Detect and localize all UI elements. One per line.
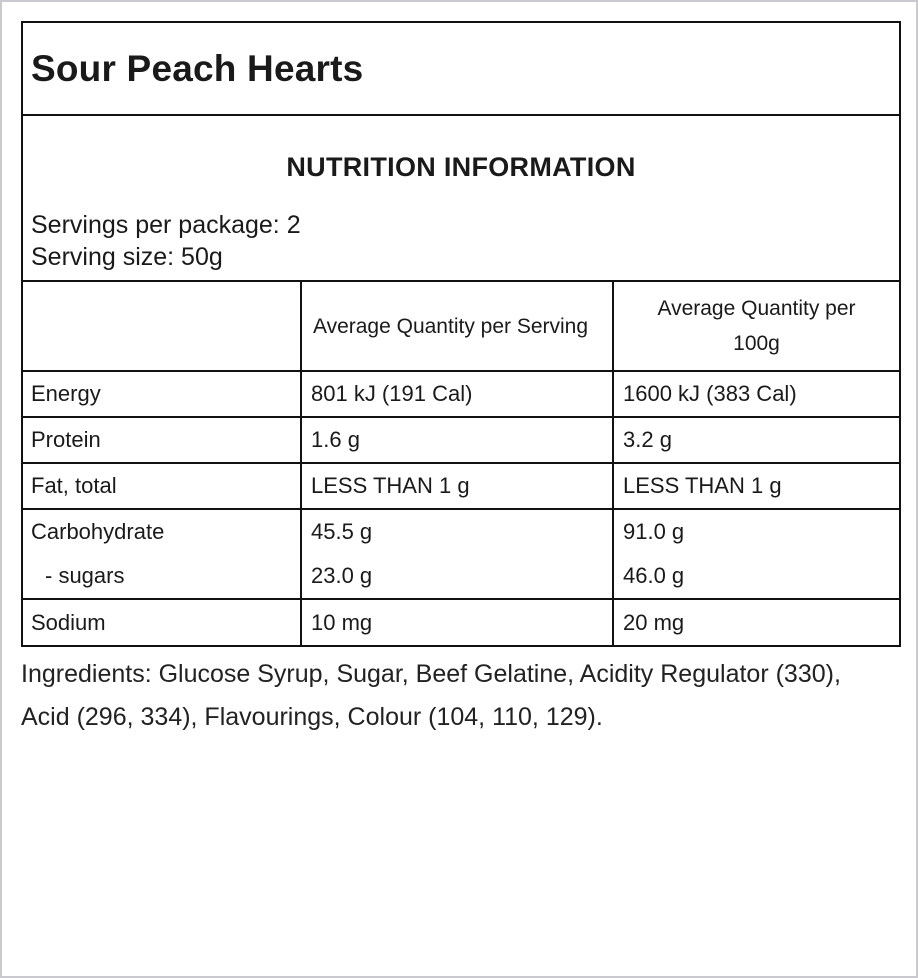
header-per-serving: Average Quantity per Serving xyxy=(301,282,613,371)
table-row-sodium xyxy=(23,599,899,645)
per-100g-value: 3.2 g xyxy=(613,417,899,463)
per-100g-value: 91.0 g xyxy=(623,519,685,544)
table-row-fat xyxy=(23,463,899,509)
product-title: Sour Peach Hearts xyxy=(23,23,899,116)
per-100g-value: 46.0 g xyxy=(623,563,685,588)
nutrition-info-header xyxy=(23,116,899,282)
per-serving-value: LESS THAN 1 g xyxy=(301,463,613,509)
nutrition-panel xyxy=(21,21,901,647)
per-serving-cell xyxy=(301,509,613,599)
nutrition-heading: NUTRITION INFORMATION xyxy=(286,152,636,182)
nutrient-sublabel: - sugars xyxy=(45,563,125,588)
nutrient-label: Carbohydrate xyxy=(31,519,165,544)
table-row-carbohydrate xyxy=(23,509,899,599)
nutrient-label: Protein xyxy=(23,417,301,463)
nutrient-label: Sodium xyxy=(23,599,301,645)
per-100g-value: LESS THAN 1 g xyxy=(613,463,899,509)
table-header-row xyxy=(23,282,899,371)
table-row-energy xyxy=(23,371,899,417)
per-serving-value: 10 mg xyxy=(301,599,613,645)
nutrient-label-cell xyxy=(23,509,301,599)
per-serving-value: 801 kJ (191 Cal) xyxy=(301,371,613,417)
header-nutrient-blank xyxy=(23,282,301,371)
nutrition-table xyxy=(23,282,899,645)
per-100g-cell xyxy=(613,509,899,599)
serving-size: Serving size: 50g xyxy=(31,243,223,271)
nutrient-label: Fat, total xyxy=(23,463,301,509)
per-serving-value: 23.0 g xyxy=(311,563,373,588)
per-100g-value: 20 mg xyxy=(623,609,685,635)
per-100g-value: 1600 kJ (383 Cal) xyxy=(613,371,899,417)
header-per-100g: Average Quantity per 100g xyxy=(613,282,899,371)
per-serving-value: 45.5 g xyxy=(311,519,373,544)
nutrient-label: Energy xyxy=(23,371,301,417)
servings-per-package: Servings per package: 2 xyxy=(31,211,301,239)
ingredients-text: Ingredients: Glucose Syrup, Sugar, Beef Gelatine, Acidity Regulator (330), Acid (296, 334), Flavourings, Colour (104, 110, 129). xyxy=(21,660,841,731)
per-serving-value: 1.6 g xyxy=(301,417,613,463)
table-row-protein xyxy=(23,417,899,463)
